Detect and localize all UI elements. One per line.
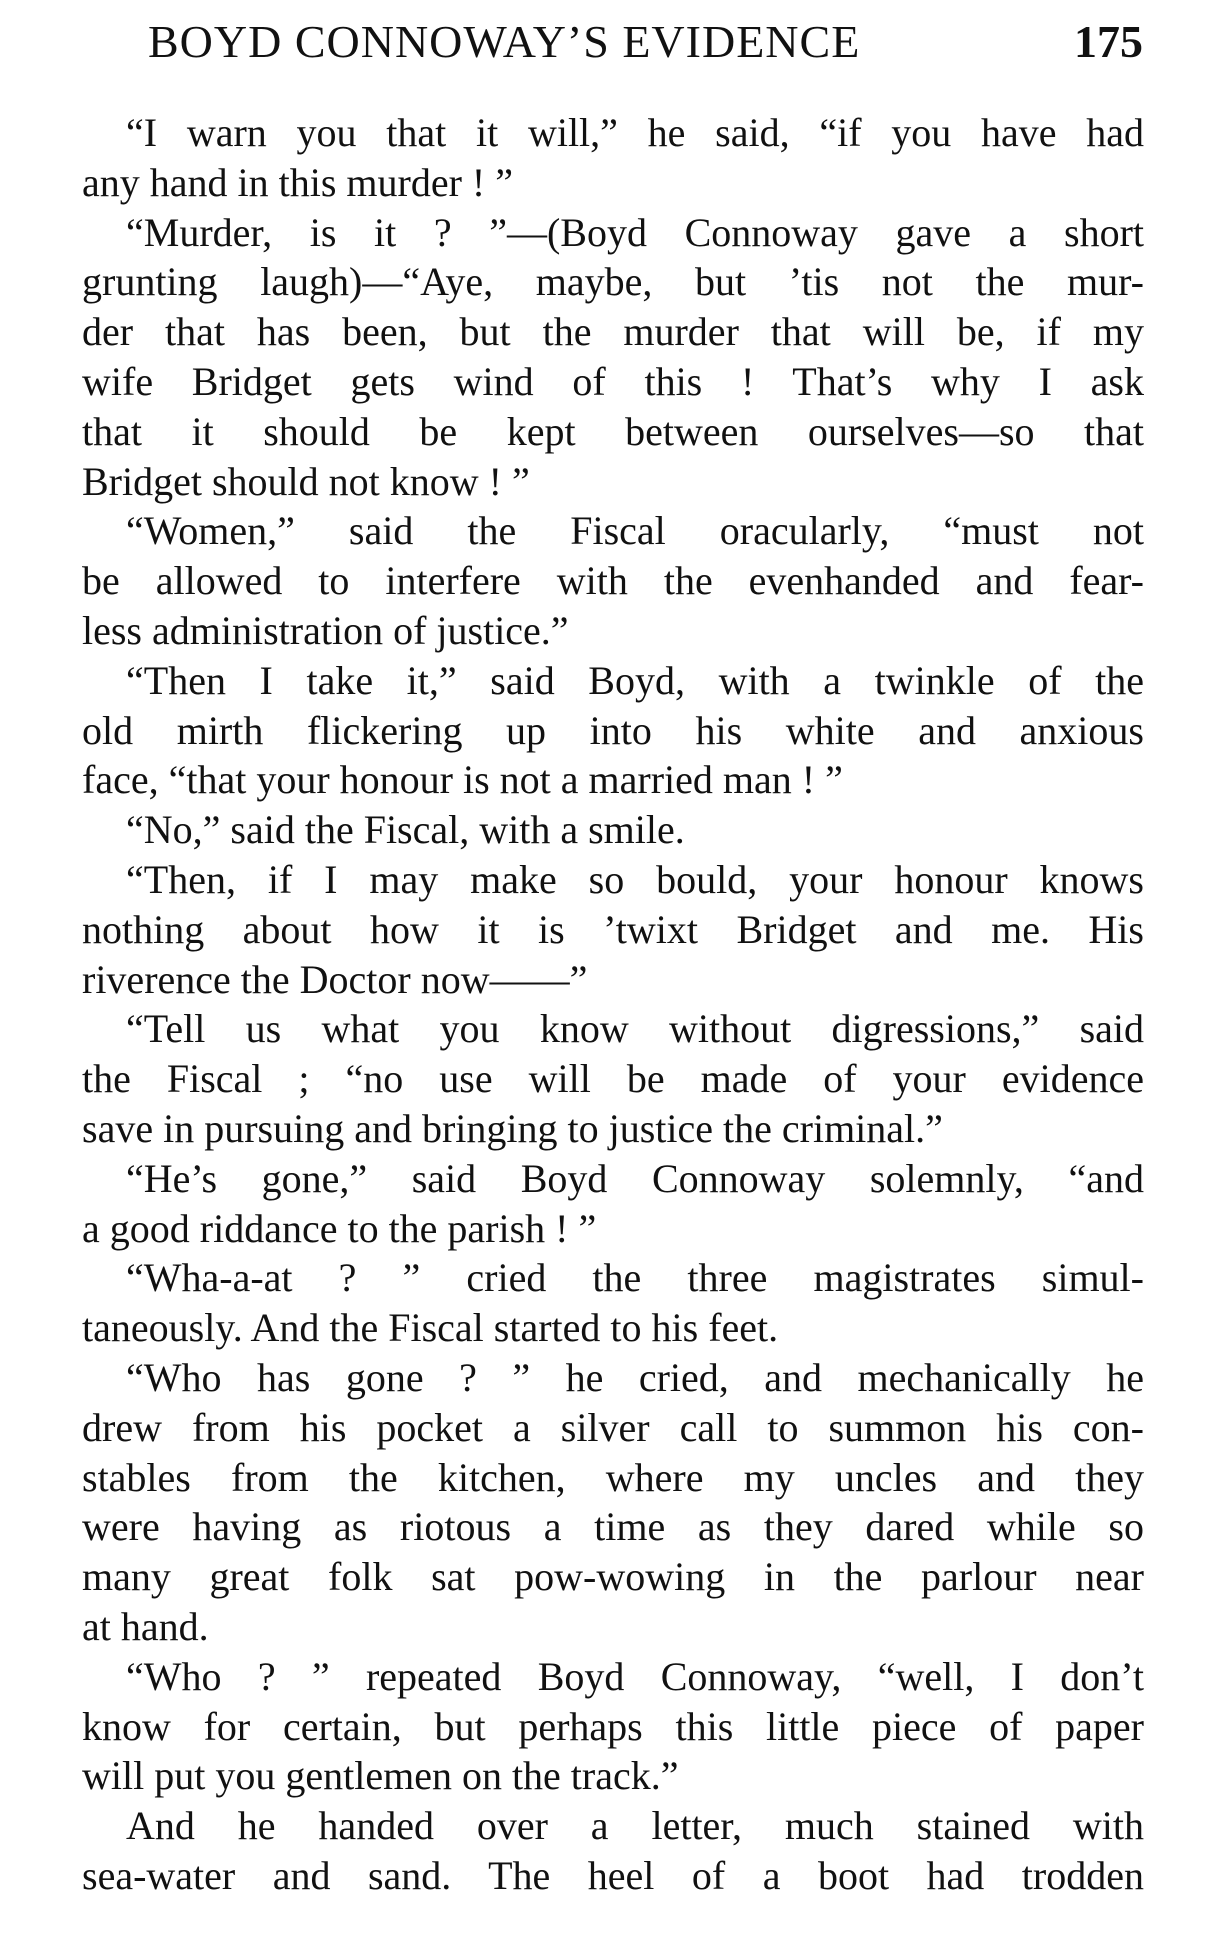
text-line: “Then I take it,” said Boyd, with a twinkle of the	[126, 657, 1144, 703]
text-line: be allowed to interfere with the evenhanded and fear-	[82, 558, 1144, 604]
text-line: wife Bridget gets wind of this ! That’s why I ask	[82, 358, 1144, 404]
text-line: were having as riotous a time as they dared while so	[82, 1504, 1144, 1550]
text-line: “Who has gone ? ” he cried, and mechanically he	[126, 1354, 1144, 1400]
text-line: “I warn you that it will,” he said, “if you have had	[126, 110, 1144, 155]
running-head	[148, 12, 1143, 72]
running-title: BOYD CONNOWAY’S EVIDENCE	[148, 16, 861, 67]
text-line: the Fiscal ; “no use will be made of your evidence	[82, 1056, 1144, 1102]
text-line: many great folk sat pow-wowing in the parlour near	[82, 1554, 1144, 1600]
text-line: der that has been, but the murder that will be, if my	[82, 309, 1144, 355]
text-line: sea-water and sand. The heel of a boot had trodden	[82, 1852, 1144, 1898]
text-line: save in pursuing and bringing to justice the criminal.”	[82, 1105, 943, 1151]
text-line: taneously. And the Fiscal started to his feet.	[82, 1305, 779, 1351]
text-line: old mirth flickering up into his white and anxious	[82, 707, 1144, 753]
text-line: nothing about how it is ’twixt Bridget and me. His	[82, 906, 1144, 952]
text-line: riverence the Doctor now——”	[82, 956, 588, 1002]
text-line: “No,” said the Fiscal, with a smile.	[126, 807, 685, 853]
text-line: a good riddance to the parish ! ”	[82, 1205, 597, 1251]
text-line: any hand in this murder ! ”	[82, 159, 513, 205]
text-line: “Then, if I may make so bould, your honour knows	[126, 856, 1144, 902]
text-line: “Murder, is it ? ”—(Boyd Connoway gave a short	[126, 209, 1144, 255]
text-line: And he handed over a letter, much stained with	[126, 1803, 1144, 1849]
text-line: “Wha-a-at ? ” cried the three magistrates simul-	[126, 1255, 1144, 1301]
body-text	[82, 108, 1144, 1901]
text-line: less administration of justice.”	[82, 607, 569, 653]
text-line: Bridget should not know ! ”	[82, 458, 530, 504]
text-line: grunting laugh)—“Aye, maybe, but ’tis not the mur-	[82, 259, 1144, 305]
text-line: that it should be kept between ourselves—so that	[82, 408, 1144, 454]
text-line: know for certain, but perhaps this little piece of paper	[82, 1703, 1144, 1749]
page-number: 175	[1074, 16, 1143, 67]
text-line: at hand.	[82, 1603, 209, 1649]
text-line: “Who ? ” repeated Boyd Connoway, “well, I don’t	[126, 1653, 1144, 1699]
text-line: face, “that your honour is not a married man ! ”	[82, 757, 843, 803]
text-line: “He’s gone,” said Boyd Connoway solemnly, “and	[126, 1155, 1144, 1201]
text-line: “Women,” said the Fiscal oracularly, “must not	[126, 508, 1144, 554]
text-line: “Tell us what you know without digressions,” said	[126, 1006, 1144, 1052]
text-line: drew from his pocket a silver call to summon his con-	[82, 1404, 1144, 1450]
text-line: stables from the kitchen, where my uncles and they	[82, 1454, 1144, 1500]
text-line: will put you gentlemen on the track.”	[82, 1753, 679, 1799]
